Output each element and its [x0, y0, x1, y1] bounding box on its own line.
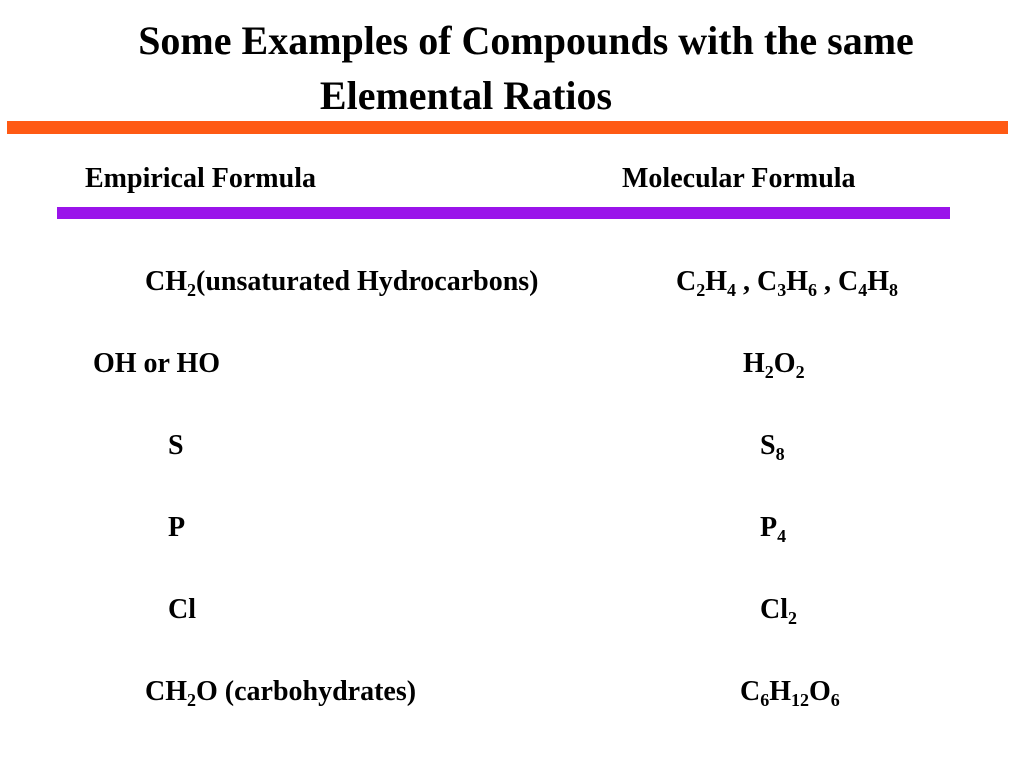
subscript: 2	[187, 690, 196, 710]
empirical-formula-cl: Cl	[168, 594, 196, 625]
slide-title-line-2: Elemental Ratios	[319, 73, 613, 118]
subscript: 6	[830, 690, 840, 710]
subscript: 12	[791, 690, 810, 710]
subscript: 8	[775, 444, 785, 464]
empirical-formula-ch2o-carbohydrates: $CH_2O$ (carbohydrates)	[145, 676, 417, 710]
molecular-formula-s8: $S_8$	[760, 430, 785, 464]
purple-divider	[57, 207, 950, 219]
subscript: 4	[727, 280, 737, 300]
empirical-formula-oh: OH or HO	[93, 348, 221, 379]
subscript: 3	[777, 280, 787, 300]
subscript: 8	[889, 280, 899, 300]
molecular-formula-c6h12o6: $C_6H_{12}O_6$	[740, 676, 840, 710]
subscript: 6	[760, 690, 770, 710]
slide-title-line-1: Some Examples of Compounds with the same	[138, 18, 914, 63]
molecular-formula-p4: $P_4$	[760, 512, 787, 546]
empirical-formula-header: Empirical Formula	[85, 163, 316, 194]
subscript: 2	[764, 362, 774, 382]
molecular-formula-header: Molecular Formula	[622, 163, 856, 194]
molecular-formula-cl2: $Cl_2$	[760, 594, 797, 628]
subscript: 4	[777, 526, 787, 546]
subscript: 2	[187, 280, 196, 300]
subscript: 2	[795, 362, 805, 382]
empirical-formula-ch2-hydrocarbons: $CH_2(unsaturated$ Hydrocarbons)	[145, 266, 539, 300]
empirical-formula-s: S	[168, 430, 184, 461]
subscript: 2	[696, 280, 706, 300]
molecular-formula-alkenes: $C_2H_4$ , $C_3H_6$ , $C_4H_8$	[676, 266, 899, 300]
subscript: 4	[858, 280, 868, 300]
subscript: 6	[808, 280, 818, 300]
subscript: 2	[788, 608, 797, 628]
orange-divider	[7, 121, 1008, 134]
molecular-formula-h2o2: $H_2O_2$	[743, 348, 805, 382]
empirical-formula-p: P	[168, 512, 186, 543]
